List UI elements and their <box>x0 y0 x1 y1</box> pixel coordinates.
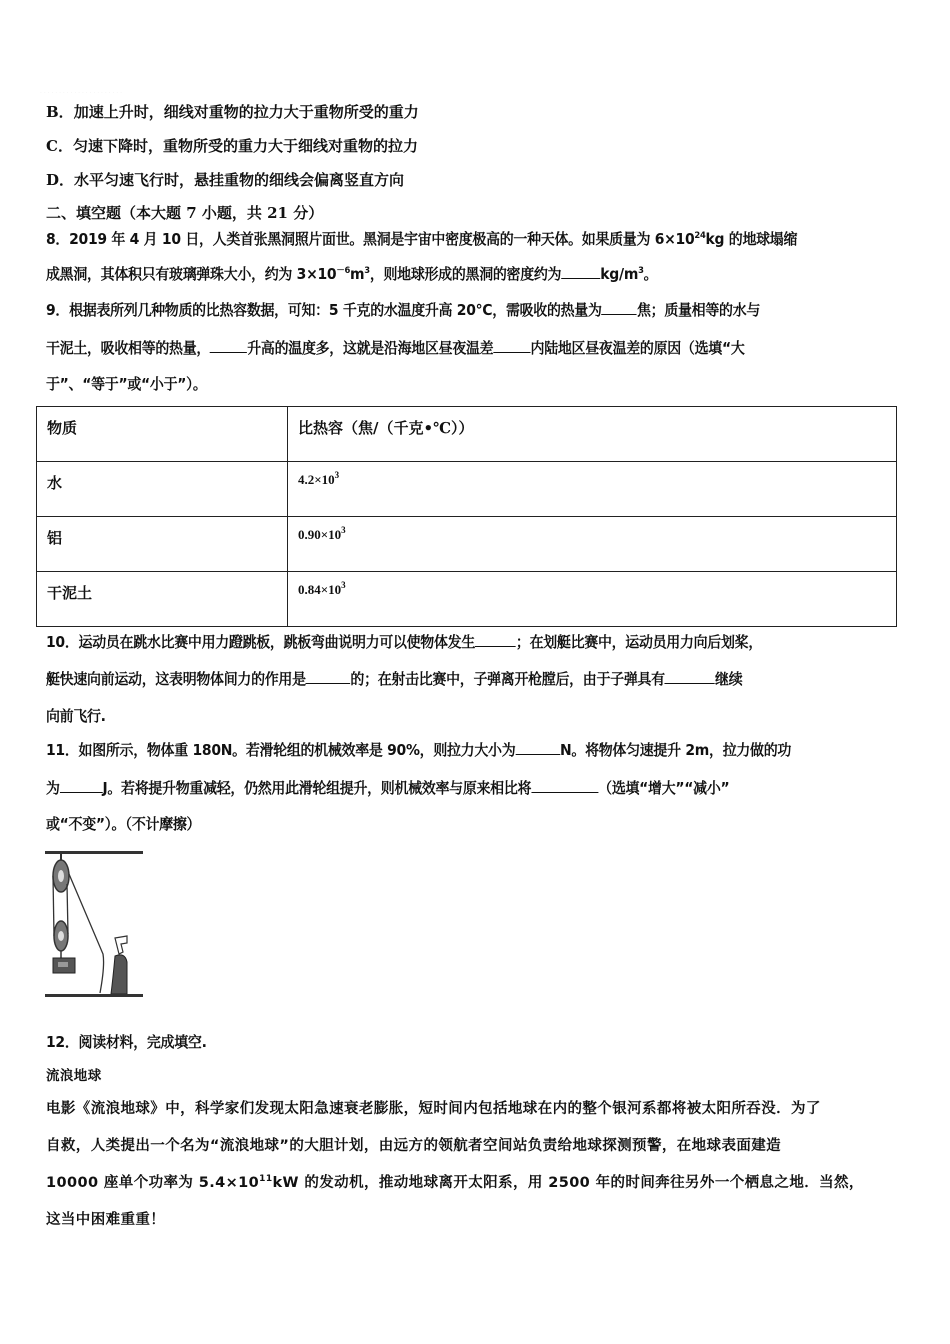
q9-text: 焦；质量相等的水与 <box>636 301 761 319</box>
option-text: 水平匀速飞行时，悬挂重物的细线会偏离竖直方向 <box>74 171 405 189</box>
faint-header-text: · · · · · · · · · · · · · · · · · · · · · · <box>40 90 123 97</box>
q11-line-1 <box>46 740 791 760</box>
q11-text: （选填“增大”“减小” <box>598 779 730 797</box>
q12-title: 12．阅读材料，完成填空. <box>46 1033 207 1051</box>
answer-blank[interactable] <box>602 300 637 315</box>
q9-line-3: 于”、“等于”或“小于”）。 <box>46 375 207 393</box>
exponent: 3 <box>334 470 340 480</box>
q8-text: 8．2019 年 4 月 10 日，人类首张黑洞照片面世。黑洞是宇宙中密度极高的一种天体。如果质量为 6×10 <box>46 230 695 248</box>
q10-line-3: 向前飞行. <box>46 707 106 725</box>
value-cell <box>288 462 897 517</box>
q10-text: 10．运动员在跳水比赛中用力蹬跳板，跳板弯曲说明力可以使物体发生 <box>46 633 475 651</box>
answer-blank[interactable] <box>531 778 598 793</box>
value-base: 0.90×10 <box>298 527 342 542</box>
q11-line-2 <box>46 778 729 798</box>
q10-text: 艇快速向前运动，这表明物体间力的作用是 <box>46 670 306 688</box>
q8-text: kg/m <box>600 265 639 283</box>
table-header-row <box>37 407 897 462</box>
specific-heat-table <box>36 406 897 627</box>
floor-bar <box>45 994 143 997</box>
answer-blank[interactable] <box>210 338 247 353</box>
pulley-system-figure <box>45 848 145 1000</box>
answer-blank[interactable] <box>515 740 560 755</box>
q9-line-1 <box>46 300 760 320</box>
q10-line-2 <box>46 669 742 689</box>
exponent: －6 <box>336 266 351 276</box>
exponent: 3 <box>341 525 346 535</box>
q8-text: 。 <box>643 265 658 283</box>
exponent: 3 <box>638 266 644 276</box>
header-cell: 物质 <box>37 407 288 462</box>
q8-text: kg 的地球塌缩 <box>705 230 798 248</box>
q9-text: 干泥土，吸收相等的热量， <box>46 339 211 357</box>
passage-line-2: 自救，人类提出一个名为“流浪地球”的大胆计划，由远方的领航者空间站负责给地球探测预警，在地球表面建造 <box>46 1138 782 1154</box>
exponent: 3 <box>341 580 346 590</box>
q9-text: 9．根据表所列几种物质的比热容数据，可知：5 千克的水温度升高 20℃，需吸收的热量为 <box>46 301 602 319</box>
value-base: 0.84×10 <box>298 582 342 597</box>
q11-text: 为 <box>46 779 60 797</box>
answer-blank[interactable] <box>475 632 516 647</box>
option-letter: B． <box>46 103 74 121</box>
table-row <box>37 572 897 627</box>
substance-cell: 铝 <box>37 517 288 572</box>
q10-text: 的；在射击比赛中，子弹离开枪膛后，由于子弹具有 <box>350 670 665 688</box>
passage-text: 10000 座单个功率为 5.4×10 <box>46 1175 260 1191</box>
answer-blank[interactable] <box>561 264 600 279</box>
passage-line-1: 电影《流浪地球》中，科学家们发现太阳急速衰老膨胀，短时间内包括地球在内的整个银河系都将被太阳所吞没．为了 <box>46 1101 821 1117</box>
q8-text: ，则地球形成的黑洞的密度约为 <box>369 265 562 283</box>
substance-cell: 水 <box>37 462 288 517</box>
table-row <box>37 517 897 572</box>
option-d <box>46 170 404 190</box>
option-b <box>46 102 419 122</box>
answer-blank[interactable] <box>665 669 715 684</box>
option-letter: C． <box>46 137 73 155</box>
passage-text: kW 的发动机，推动地球离开太阳系，用 2500 年的时间奔往另外一个栖息之地．当然， <box>272 1175 864 1191</box>
q10-text: 继续 <box>715 670 743 688</box>
exponent: 11 <box>259 1174 273 1184</box>
exponent: 3 <box>364 266 370 276</box>
q9-line-2 <box>46 338 745 358</box>
q10-text: ；在划艇比赛中，运动员用力向后划桨， <box>515 633 762 651</box>
ceiling-bar <box>45 851 143 854</box>
answer-blank[interactable] <box>306 669 351 684</box>
value-cell <box>288 572 897 627</box>
passage-line-4: 这当中困难重重！ <box>46 1212 166 1228</box>
exponent: 24 <box>694 231 706 241</box>
option-text: 加速上升时，细线对重物的拉力大于重物所受的重力 <box>73 103 419 121</box>
passage-line-3 <box>46 1173 864 1193</box>
q8-line-1 <box>46 229 797 249</box>
person-body-icon <box>111 955 127 994</box>
q11-line-3: 或“不变”）。（不计摩擦） <box>46 815 201 833</box>
substance-cell: 干泥土 <box>37 572 288 627</box>
option-text: 匀速下降时，重物所受的重力大于细线对重物的拉力 <box>72 137 418 155</box>
section-title: 二、填空题（本大题 7 小题，共 21 分） <box>46 204 324 222</box>
value-base: 4.2×10 <box>298 472 335 487</box>
q8-line-2 <box>46 264 657 284</box>
q8-text: 成黑洞，其体积只有玻璃弹珠大小，约为 3×10 <box>46 265 337 283</box>
q11-text: N。将物体匀速提升 2m，拉力做的功 <box>560 741 792 759</box>
q11-text: 11．如图所示，物体重 180N。若滑轮组的机械效率是 90%，则拉力大小为 <box>46 741 516 759</box>
q8-text: m <box>350 265 365 283</box>
table-row <box>37 462 897 517</box>
answer-blank[interactable] <box>493 338 530 353</box>
header-cell: 比热容（焦/（千克•℃）） <box>288 407 897 462</box>
person-head-icon <box>115 936 127 954</box>
option-c <box>46 136 418 156</box>
q9-text: 升高的温度多，这就是沿海地区昼夜温差 <box>247 339 494 357</box>
q10-line-1 <box>46 632 762 652</box>
answer-blank[interactable] <box>60 778 103 793</box>
value-cell <box>288 517 897 572</box>
passage-title: 流浪地球 <box>46 1068 102 1084</box>
q11-text: J。若将提升物重减轻，仍然用此滑轮组提升，则机械效率与原来相比将 <box>102 779 532 797</box>
option-letter: D． <box>46 171 75 189</box>
q9-text: 内陆地区昼夜温差的原因（选填“大 <box>530 339 745 357</box>
